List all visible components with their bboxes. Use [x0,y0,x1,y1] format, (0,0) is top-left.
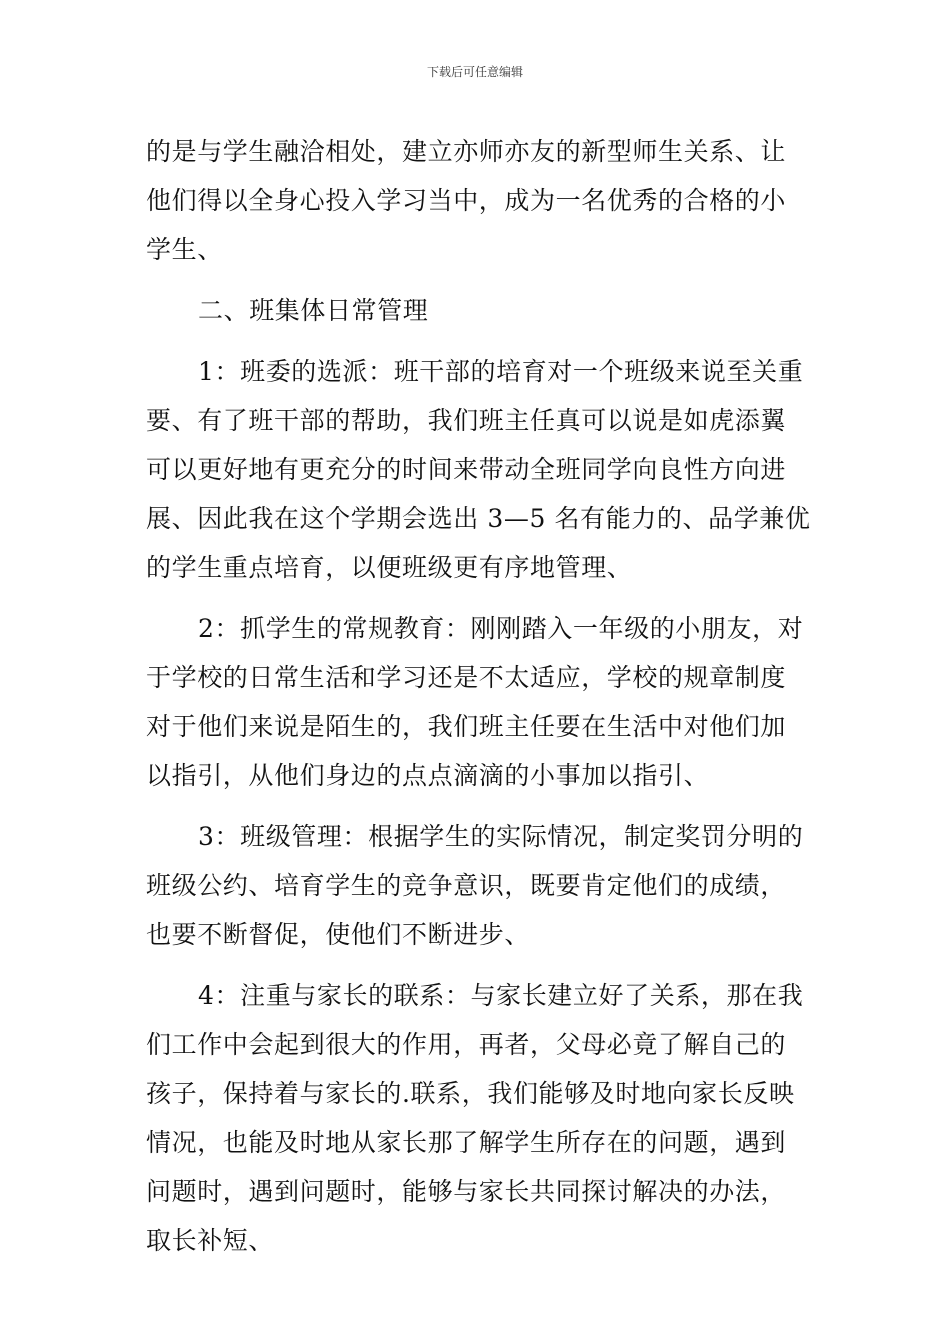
paragraph-first-line: 4：注重与家长的联系：与家长建立好了关系，那在我 [198,981,804,1010]
text-line: 学生、 [146,235,223,264]
text-line: 们工作中会起到很大的作用，再者，父母必竟了解自己的 [146,1030,787,1059]
text-line: 也要不断督促，使他们不断进步、 [146,920,531,949]
text-line: 孩子，保持着与家长的.联系，我们能够及时地向家长反映 [146,1079,795,1108]
text-line: 班级公约、培育学生的竞争意识，既要肯定他们的成绩， [146,871,787,900]
text-line: 取长补短、 [146,1226,275,1255]
text-line: 的是与学生融洽相处，建立亦师亦友的新型师生关系、让 [146,137,787,166]
section-heading: 二、班集体日常管理 [198,296,429,325]
text-line: 他们得以全身心投入学习当中，成为一名优秀的合格的小 [146,186,787,215]
paragraph-first-line: 3：班级管理：根据学生的实际情况，制定奖罚分明的 [198,822,804,851]
text-line: 展、因此我在这个学期会选出 3—5 名有能力的、品学兼优 [146,504,811,533]
text-line: 的学生重点培育，以便班级更有序地管理、 [146,553,633,582]
paragraph-first-line: 2：抓学生的常规教育：刚刚踏入一年级的小朋友，对 [198,614,804,643]
text-line: 可以更好地有更充分的时间来带动全班同学向良性方向进 [146,455,787,484]
paragraph-first-line: 1：班委的选派：班干部的培育对一个班级来说至关重 [198,357,804,386]
page-header-note: 下载后可任意编辑 [426,65,523,79]
text-line: 问题时，遇到问题时，能够与家长共同探讨解决的办法， [146,1177,787,1206]
text-line: 于学校的日常生活和学习还是不太适应，学校的规章制度 [146,663,787,692]
document-body [146,127,810,1265]
text-line: 以指引，从他们身边的点点滴滴的小事加以指引、 [146,761,710,790]
text-line: 要、有了班干部的帮助，我们班主任真可以说是如虎添翼 [146,406,787,435]
text-line: 情况，也能及时地从家长那了解学生所存在的问题，遇到 [146,1128,787,1157]
text-line: 对于他们来说是陌生的，我们班主任要在生活中对他们加 [146,712,787,741]
